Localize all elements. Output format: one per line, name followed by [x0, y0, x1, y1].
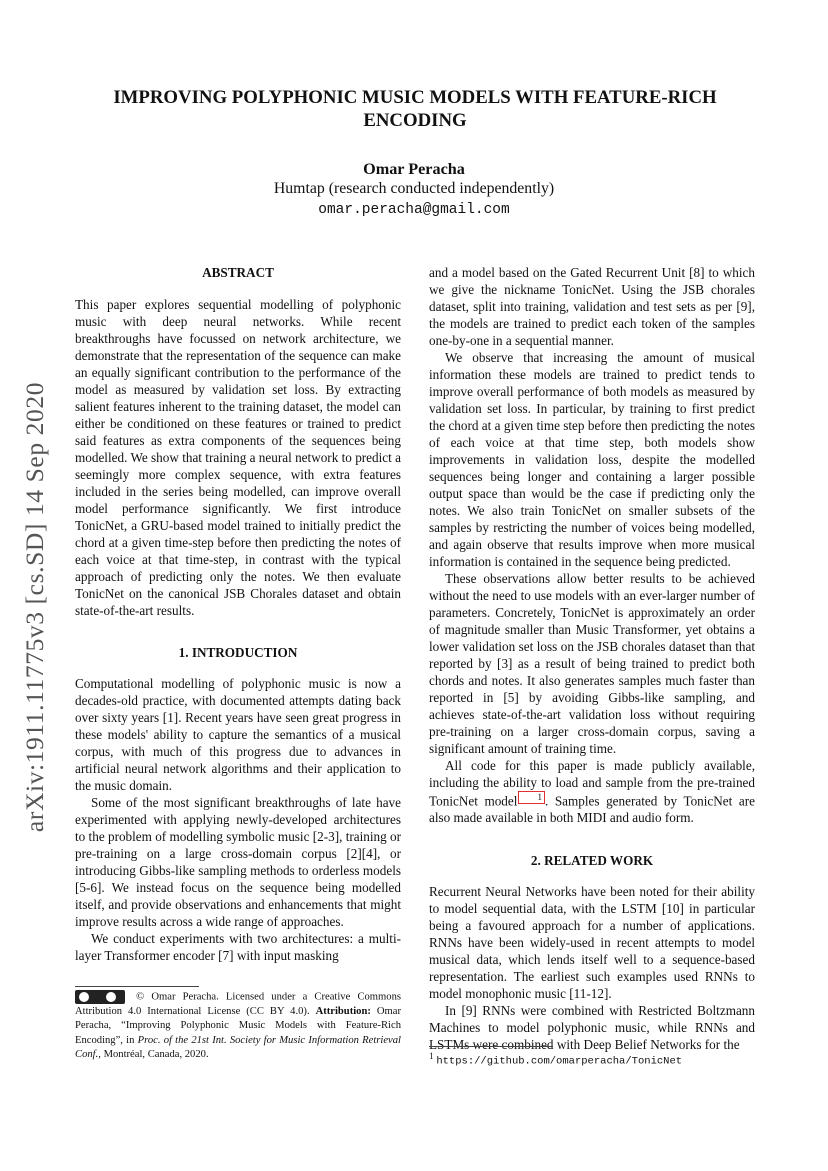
arxiv-stamp: arXiv:1911.11775v3 [cs.SD] 14 Sep 2020: [20, 381, 49, 832]
abstract-heading: ABSTRACT: [202, 265, 274, 280]
intro-paragraph-2: Some of the most significant breakthroughs of late have experimented with applying newly-developed architectures to the problem of modelling symbolic music [2-3], training or pre-training on a large cross-domain corpus [2][4], or introducing Gibbs-like sampling methods to orderless models [5-6]. We instead focus on the sequence being modelled itself, and provide observations and enhancements that might improve results across a wide range of approaches.: [75, 795, 401, 929]
cc-by-badge-icon: [75, 990, 125, 1004]
intro-paragraph-3: We conduct experiments with two architectures: a multi-layer Transformer encoder [7] with input masking: [75, 931, 401, 963]
introduction-heading: 1. INTRODUCTION: [178, 645, 298, 660]
footnote-url[interactable]: https://github.com/omarperacha/TonicNet: [436, 1055, 683, 1068]
author-email[interactable]: omar.peracha@gmail.com: [318, 202, 510, 218]
intro-paragraph-4: We observe that increasing the amount of musical information these models are trained to predict tends to improve overall performance of both models as measured by validation set loss. In particular, by training to first predict the chord at a given time step before then predicting the notes of each voice at that time step, both models show improvements in validation loss, despite the modelled sequences being longer and containing a larger possible output space than would be the case if predicting only the notes. We also train TonicNet on smaller subsets of the samples by restricting the number of voices being modelled, and again observe that results improve when more musical information is contained in the sequence being predicted.: [429, 350, 755, 569]
related-work-heading: 2. RELATED WORK: [530, 853, 654, 869]
footnote: $^1$ https://github.com/omarperacha/TonicNet: [429, 1046, 755, 1068]
footnote-link[interactable]: 1: [518, 791, 545, 804]
related-paragraph-2: In [9] RNNs were combined with Restricted Boltzmann Machines to model polyphonic music, while RNNs and LSTMs were combined with Deep Belief Networks for the: [429, 1003, 755, 1053]
intro-paragraph-5: These observations allow better results to be achieved without the need to use models with an ever-larger number of parameters. Concretely, TonicNet is approximately an order of magnitude smaller than Music Transformer, yet obtains a lower validation set loss on the JSB chorales dataset than that reported by [3] as a result of being trained to predict both chords and notes. It also generates samples much faster than reported in [5] by avoiding Gibbs-like sampling, and achieves state-of-the-art validation loss without requiring pre-training on a larger cross-domain corpus, saving a significant amount of training time.: [429, 571, 755, 756]
related-paragraph-1: Recurrent Neural Networks have been noted for their ability to model sequential data, with the LSTM [10] in particular being a favoured approach for a number of applications. RNNs have been widely-used in recent attempts to model musical data, which lends itself well to a sequence-based representation. The earliest such examples used RNNs to model monophonic music [11-12].: [429, 884, 755, 1002]
abstract-text: This paper explores sequential modelling of polyphonic music with deep neural networks. While recent breakthroughs have focussed on network architecture, we demonstrate that the representation of the sequence can make an equally significant contribution to the performance of the model as measured by validation set loss. By extracting salient features inherent to the training dataset, the model can either be conditioned on these features or trained to predict said features as extra components of the sequences being modelled. We show that training a neural network to predict a seemingly more complex sequence, with extra features included in the series being modelled, can improve overall model performance significantly. We first introduce TonicNet, a GRU-based model trained to initially predict the chord at a given time-step before then predicting the notes of each voice at that time-step, in contrast with the typical approach of predicting only the notes. We then evaluate TonicNet on the canonical JSB Chorales dataset and obtain state-of-the-art results.: [75, 297, 401, 618]
right-column: [429, 264, 755, 1053]
author-name: Omar Peracha: [363, 160, 465, 178]
author-affiliation: Humtap (research conducted independently): [273, 180, 555, 197]
intro-paragraph-6: All code for this paper is made publicly available, including the ability to load and sample from the pre-trained TonicNet model 1 . Samples generated by TonicNet are also made available in both MIDI and audio form.: [429, 758, 756, 826]
footnote-rule: [429, 1046, 553, 1047]
license-rule: [75, 986, 199, 987]
paper-title: IMPROVING POLYPHONIC MUSIC MODELS WITH FEATURE-RICH ENCODING: [113, 87, 717, 131]
intro-paragraph-1: Computational modelling of polyphonic music is now a decades-old practice, with documented attempts dating back over sixty years [1]. Recent years have seen great progress in these models' ability to capture the semantics of a musical corpus, with much of this progress due to advances in artificial neural network algorithms and their application to the music domain.: [75, 676, 401, 793]
left-column: [75, 264, 401, 964]
license-block: © Omar Peracha. Licensed under a Creative Commons Attribution 4.0 International License (CC BY 4.0). Attribution: Omar Peracha, “Improving Polyphonic Music Models with Feature-Rich Encoding”, in Proc. of the 21st Int. Society for Music Information Retrieval Conf., Montréal, Canada, 2020.: [75, 990, 401, 1062]
intro-paragraph-3-cont: and a model based on the Gated Recurrent Unit [8] to which we give the nickname TonicNet. Using the JSB chorales dataset, split into training, validation and test sets as per [9], the models are trained to predict each token of the samples one-by-one in a sequential manner.: [429, 265, 755, 348]
